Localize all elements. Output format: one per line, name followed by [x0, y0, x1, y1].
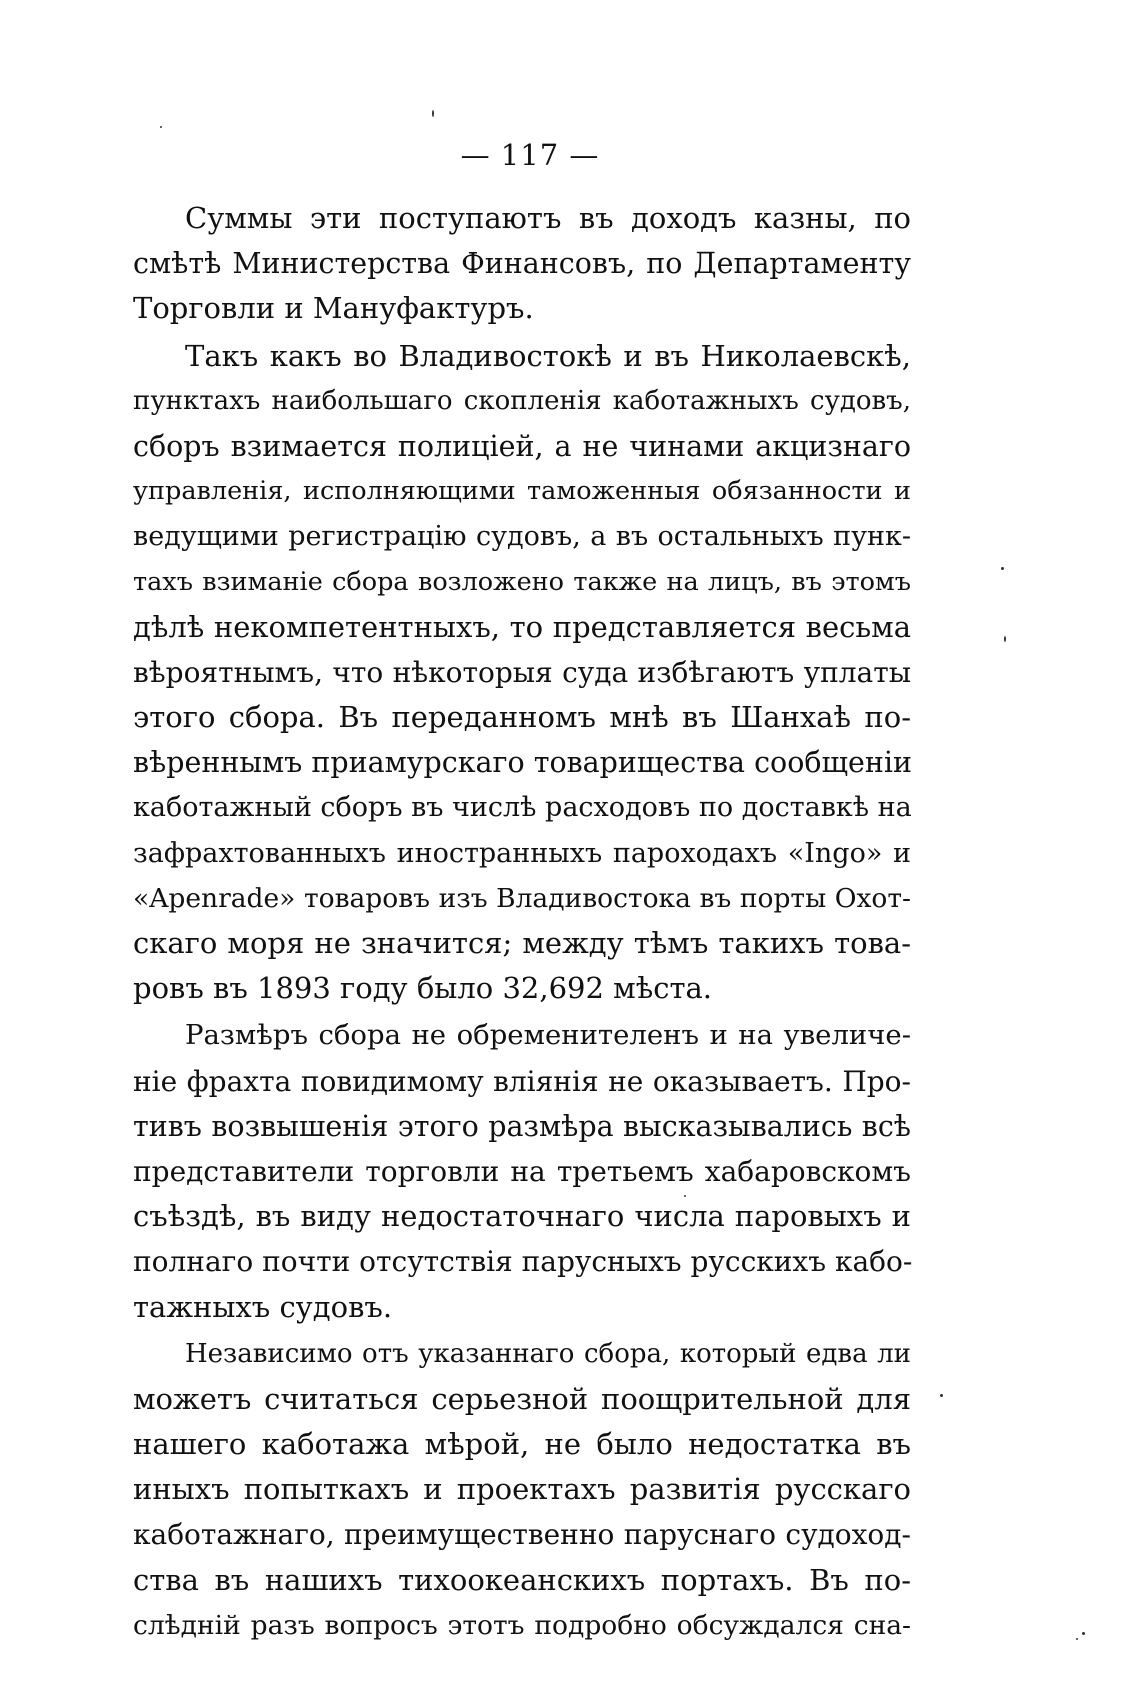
page-number: — 117 —: [460, 138, 600, 172]
text-line: нашего каботажа мѣрой, не было недостатка въ: [133, 1427, 911, 1462]
text-line: этого сбора. Въ переданномъ мнѣ въ Шанхаѣ по-: [133, 700, 911, 735]
scan-speck: [1082, 1632, 1085, 1635]
text-line: полнаго почти отсутствія парусныхъ русскихъ кабо-: [133, 1245, 913, 1279]
text-line: каботажнаго, преимущественно паруснаго судоход-: [133, 1518, 911, 1552]
text-line: Такъ какъ во Владивостокѣ и въ Николаевскѣ,: [185, 338, 911, 373]
text-line: иныхъ попыткахъ и проектахъ развитія русскаго: [133, 1472, 911, 1507]
text-line: вѣроятнымъ, что нѣкоторыя суда избѣгаютъ уплаты: [133, 655, 911, 689]
scan-speck: [160, 126, 162, 128]
text-line: Размѣръ сбора не обременителенъ и на увеличе-: [185, 1019, 911, 1052]
text-line: управленія, исполняющими таможенныя обязанности и: [133, 476, 911, 507]
text-line: можетъ считаться серьезной поощрительной для: [133, 1381, 911, 1416]
text-line: сборъ взимается полиціей, а не чинами акцизнаго: [133, 429, 911, 463]
text-line: каботажный сборъ въ числѣ расходовъ по доставкѣ на: [133, 792, 912, 824]
scan-speck: [1004, 636, 1006, 642]
text-line: Независимо отъ указаннаго сбора, который едва ли: [185, 1338, 911, 1369]
text-line: ведущими регистрацію судовъ, а въ остальныхъ пунк-: [133, 521, 911, 553]
text-line: Торговли и Мануфактуръ.: [133, 291, 534, 326]
text-line: тивъ возвышенія этого размѣра высказывались всѣ: [133, 1109, 911, 1143]
text-line: Суммы эти поступаютъ въ доходъ казны, по: [185, 201, 911, 235]
scan-speck: [1001, 567, 1004, 570]
text-line: ніе фрахта повидимому вліянія не оказываетъ. Про-: [133, 1064, 911, 1098]
scan-speck: [940, 1394, 943, 1397]
paragraph-2: [133, 334, 911, 1012]
text-line: тахъ взиманіе сбора возложено также на лицъ, въ этомъ: [133, 566, 911, 597]
text-line: пунктахъ наибольшаго скопленія каботажныхъ судовъ,: [133, 385, 911, 416]
text-line: ровъ въ 1893 году было 32,692 мѣста.: [133, 971, 712, 1006]
scan-speck: [1076, 1638, 1078, 1640]
text-line: зафрахтованныхъ иностранныхъ пароходахъ «Ingo» и: [133, 837, 911, 869]
text-line: представители торговли на третьемъ хабаровскомъ: [133, 1154, 911, 1188]
text-line: «Apenrade» товаровъ изъ Владивостока въ порты Охот-: [133, 882, 911, 914]
paragraph-3: [133, 1013, 911, 1329]
body-text: [133, 196, 911, 1650]
text-line: слѣдній разъ вопросъ этотъ подробно обсуждался сна-: [133, 1609, 911, 1641]
text-line: съѣздѣ, въ виду недостаточнаго числа паровыхъ и: [133, 1199, 911, 1234]
paragraph-4: [133, 1332, 911, 1648]
scan-speck: [432, 110, 434, 117]
text-line: вѣреннымъ приамурскаго товарищества сообщеніи: [133, 746, 912, 780]
text-line: тажныхъ судовъ.: [133, 1289, 393, 1324]
text-line: скаго моря не значится; между тѣмъ такихъ това-: [133, 926, 911, 960]
text-line: ства въ нашихъ тихоокеанскихъ портахъ. Въ по-: [133, 1562, 911, 1597]
text-line: смѣтѣ Министерства Финансовъ, по Департаменту: [133, 247, 911, 281]
paragraph-1: [133, 196, 911, 332]
text-line: дѣлѣ некомпетентныхъ, то представляется весьма: [133, 609, 911, 644]
